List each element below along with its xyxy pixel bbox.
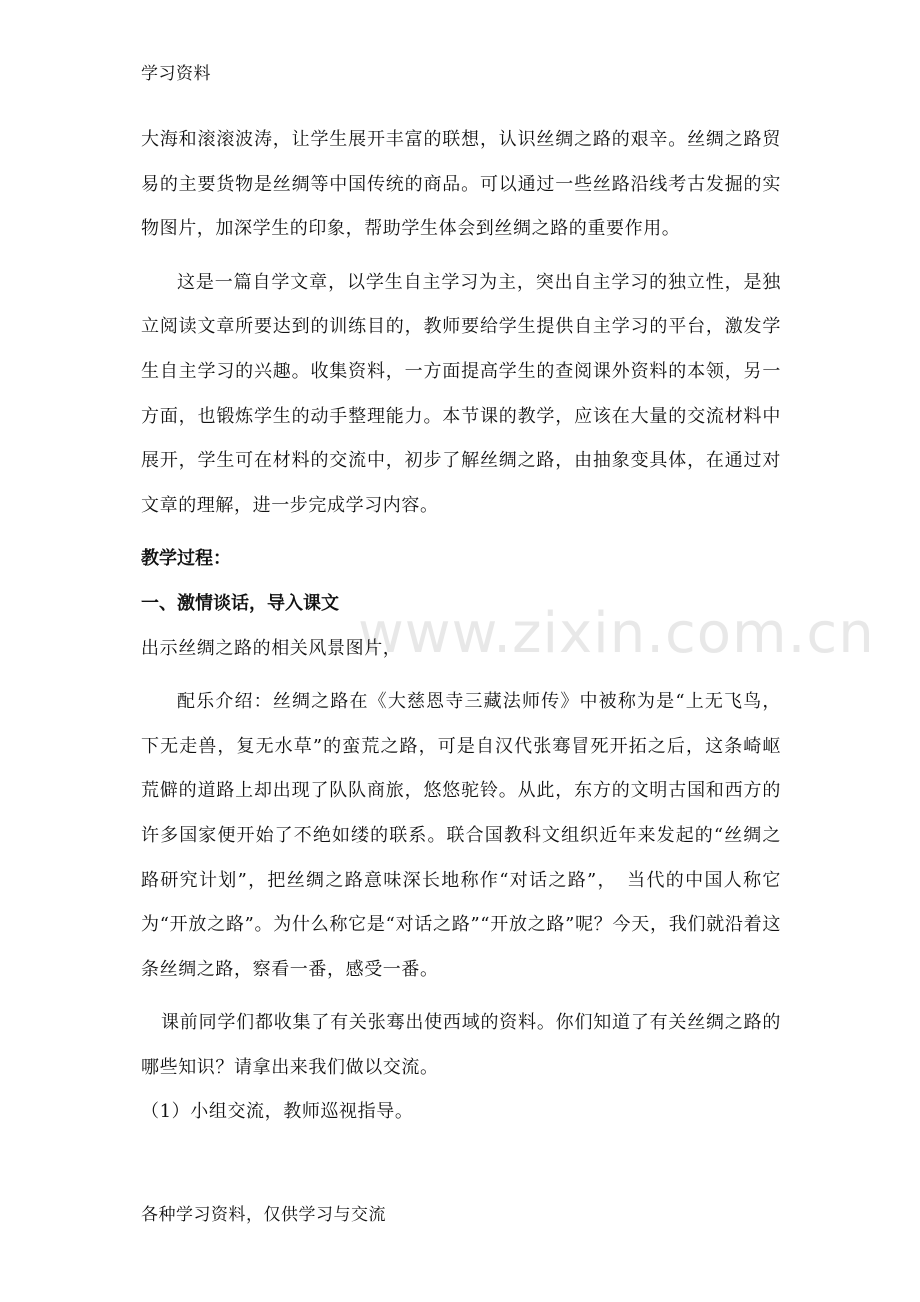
heading-teaching-process: 教学过程： [141,548,231,570]
paragraph-group-exchange: （1）小组交流，教师巡视指导。 [141,1101,414,1123]
paragraph-intro-continued: 大海和滚滚波涛，让学生展开丰富的联想，认识丝绸之路的艰辛。丝绸之路贸易的主要货物是丝绸等中国传统的商品。可以通过一些丝路沿线考古发掘的实物图片，加深学生的印象，帮助学生体会到丝绸之路的重要作用。 [141,129,781,240]
paragraph-spacer [141,992,781,1001]
paragraph-spacer [141,671,781,680]
page-footer: 各种学习资料，仅供学习与交流 [141,1205,386,1225]
paragraph-show-pictures: 出示丝绸之路的相关风景图片， [141,637,402,659]
watermark: www.zixin.com.cn [358,601,875,666]
document-body [141,118,781,1135]
paragraph-music-intro: 配乐介绍：丝绸之路在《大慈恩寺三藏法师传》中被称为是“上无飞鸟，下无走兽，复无水草”的蛮荒之路，可是自汉代张骞冒死开拓之后，这条崎岖荒僻的道路上却出现了队队商旅，悠悠驼铃。从此，东方的文明古国和西方的许多国家便开始了不绝如缕的联系。联合国教科文组织近年来发起的“丝绸之路研究计划”，把丝绸之路意味深长地称作“对话之路”， 当代的中国人称它为“开放之路”。为什么称它是“对话之路”“开放之路”呢？今天，我们就沿着这条丝绸之路，察看一番，感受一番。 [141,691,781,980]
page-header: 学习资料 [141,64,211,84]
heading-section-one: 一、激情谈话，导入课文 [141,592,339,614]
paragraph-class-exchange: 课前同学们都收集了有关张骞出使西域的资料。你们知道了有关丝绸之路的哪些知识？请拿出来我们做以交流。 [141,1012,781,1078]
paragraph-spacer [141,252,781,261]
paragraph-self-study: 这是一篇自学文章，以学生自主学习为主，突出自主学习的独立性，是独立阅读文章所要达到的训练目的，教师要给学生提供自主学习的平台，激发学生自主学习的兴趣。收集资料，一方面提高学生的查阅课外资料的本领，另一方面，也锻炼学生的动手整理能力。本节课的教学，应该在大量的交流材料中展开，学生可在材料的交流中，初步了解丝绸之路，由抽象变具体，在通过对文章的理解，进一步完成学习内容。 [141,271,781,516]
paragraph-spacer [141,528,781,537]
